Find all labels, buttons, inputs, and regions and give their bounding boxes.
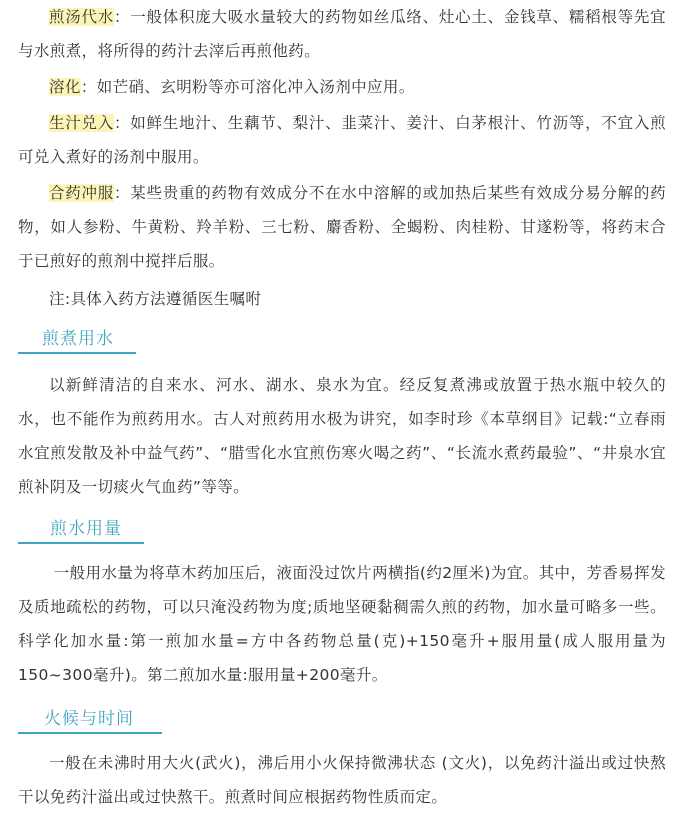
- section-body: 一般在未沸时用大火(武火)，沸后用小火保持微沸状态 (文火)，以免药汁溢出或过快熬干以免药汁溢出或过快熬干。煎煮时间应根据药物性质而定。: [18, 754, 666, 806]
- section-heading-text: 火候与时间: [44, 709, 134, 729]
- paragraph-text: ：如鲜生地汁、生藕节、梨汁、韭菜汁、姜汁、白茅根汁、竹沥等，不宜入煎可兑入煮好的汤剂中服用。: [18, 114, 666, 166]
- paragraph-text: ：如芒硝、玄明粉等亦可溶化冲入汤剂中应用。: [80, 78, 415, 96]
- paragraph-fresh-juice: [18, 106, 666, 174]
- section-heading: [18, 326, 136, 354]
- section-body: 一般用水量为将草木药加压后，液面没过饮片两横指(约2厘米)为宜。其中，芳香易挥发及质地疏松的药物，可以只淹没药物为度;质地坚硬黏稠需久煎的药物，加水量可略多一些。科学化加水量:第一煎加水量=方中各药物总量(克)+150毫升+服用量(成人服用量为150~300毫升)。第二煎加水量:服用量+200毫升。: [18, 564, 666, 684]
- paragraph-mix-powder: [18, 176, 666, 278]
- section-heading-text: 煎煮用水: [42, 329, 114, 349]
- paragraph-text: ：一般体积庞大吸水量较大的药物如丝瓜络、灶心土、金钱草、糯稻根等先宜与水煎煮，将所得的药汁去滓后再煎他药。: [18, 8, 666, 60]
- paragraph-dissolve: [18, 70, 666, 104]
- paragraph-text: ：某些贵重的药物有效成分不在水中溶解的或加热后某些有效成分易分解的药物，如人参粉、牛黄粉、羚羊粉、三七粉、麝香粉、全蝎粉、肉桂粉、甘遂粉等，将药末合于已煎好的煎剂中搅拌后服。: [18, 184, 666, 270]
- section-body: 以新鲜清洁的自来水、河水、湖水、泉水为宜。经反复煮沸或放置于热水瓶中较久的水，也不能作为煎药用水。古人对煎药用水极为讲究，如李时珍《本草纲目》记载:“立春雨水宜煎发散及补中益气药”、“腊雪化水宜煎伤寒火喝之药”、“长流水煮药最验”、“井泉水宜煎补阴及一切痰火气血药”等等。: [18, 376, 666, 496]
- section-heading: [18, 516, 144, 544]
- term-highlight: 溶化: [49, 78, 81, 96]
- section-heading: [18, 706, 162, 734]
- term-highlight: 合药冲服: [49, 184, 114, 202]
- paragraph-decoct-as-water: [18, 0, 666, 68]
- term-highlight: 生汁兑入: [49, 114, 114, 132]
- section-heading-text: 煎水用量: [50, 519, 122, 539]
- note-text: 注:具体入药方法遵循医生嘱咐: [49, 290, 262, 308]
- term-highlight: 煎汤代水: [49, 8, 114, 26]
